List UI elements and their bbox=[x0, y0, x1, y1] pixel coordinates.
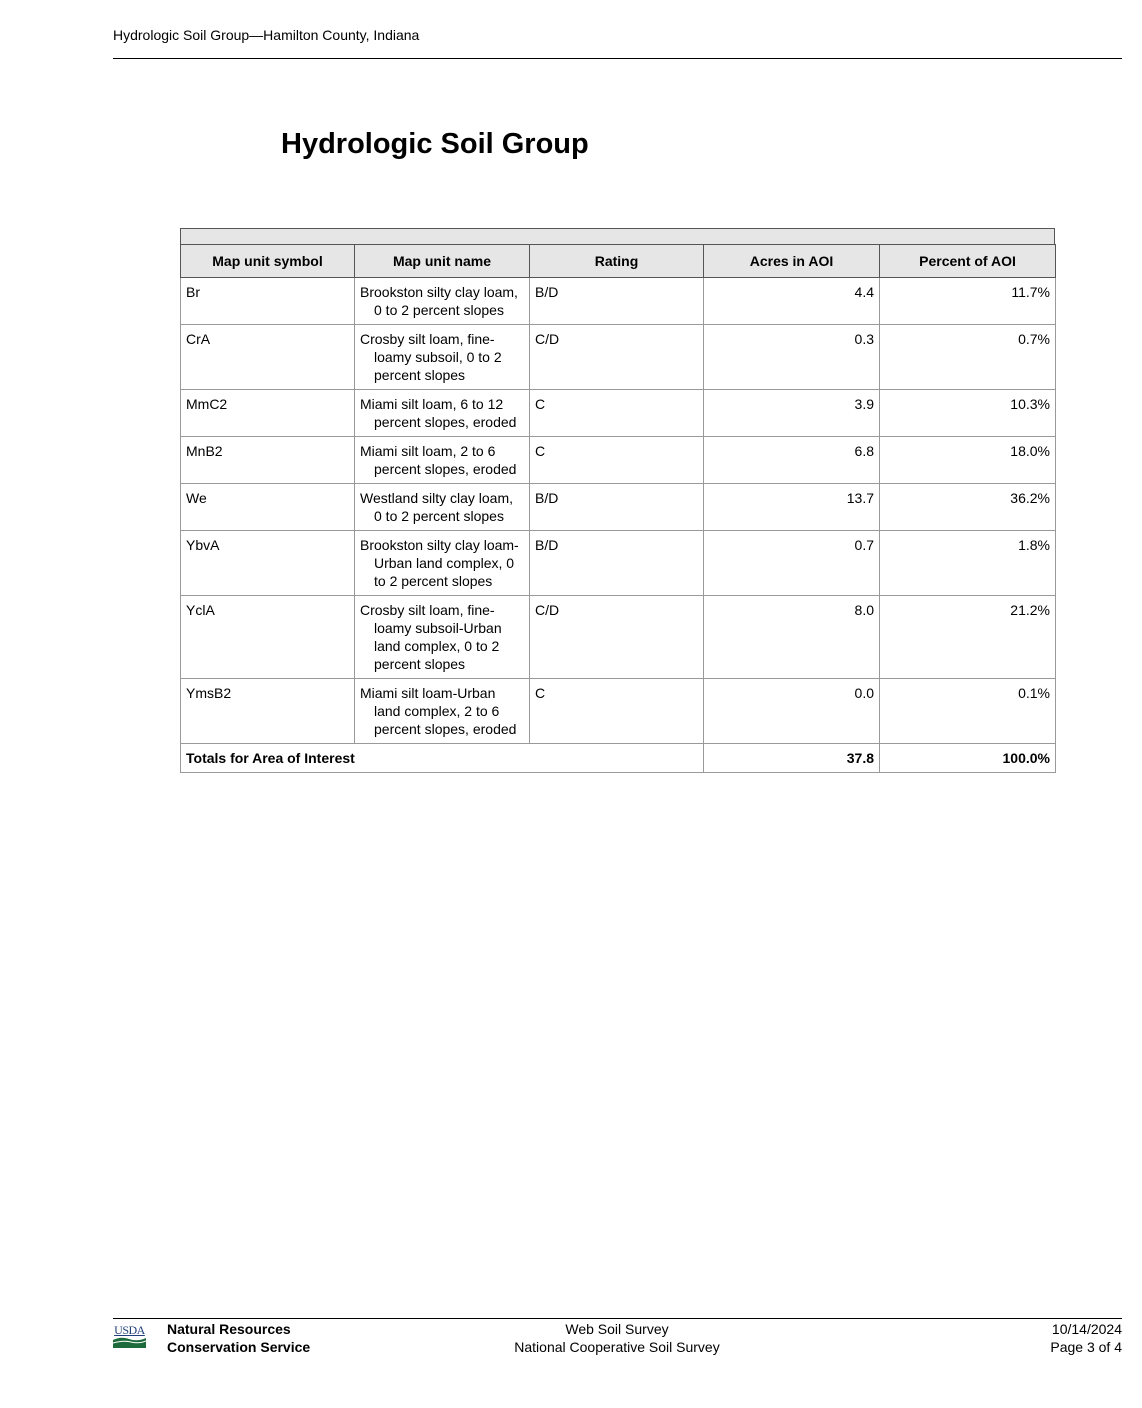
cell-symbol: Br bbox=[181, 278, 355, 325]
cell-rating: C bbox=[530, 679, 704, 744]
survey-line-1: Web Soil Survey bbox=[565, 1321, 669, 1337]
soil-table bbox=[180, 244, 1056, 773]
table-row bbox=[181, 437, 1056, 484]
table-row bbox=[181, 390, 1056, 437]
cell-percent: 36.2% bbox=[880, 484, 1056, 531]
cell-percent: 11.7% bbox=[880, 278, 1056, 325]
cell-name: Miami silt loam, 2 to 6 percent slopes, eroded bbox=[355, 437, 530, 484]
cell-symbol: MmC2 bbox=[181, 390, 355, 437]
header-rule bbox=[113, 58, 1122, 59]
cell-name: Brookston silty clay loam-Urban land complex, 0 to 2 percent slopes bbox=[355, 531, 530, 596]
cell-percent: 0.1% bbox=[880, 679, 1056, 744]
cell-name: Crosby silt loam, fine-loamy subsoil-Urban land complex, 0 to 2 percent slopes bbox=[355, 596, 530, 679]
usda-logo bbox=[113, 1324, 146, 1348]
cell-acres: 0.3 bbox=[704, 325, 880, 390]
cell-rating: B/D bbox=[530, 484, 704, 531]
cell-rating: C bbox=[530, 390, 704, 437]
page-number: Page 3 of 4 bbox=[1050, 1339, 1122, 1355]
usda-logo-text: USDA bbox=[114, 1323, 145, 1337]
table-top-bar bbox=[180, 228, 1055, 244]
cell-acres: 6.8 bbox=[704, 437, 880, 484]
totals-label: Totals for Area of Interest bbox=[181, 744, 704, 773]
table-row bbox=[181, 531, 1056, 596]
table-row bbox=[181, 278, 1056, 325]
cell-symbol: YmsB2 bbox=[181, 679, 355, 744]
agency-line-1: Natural Resources bbox=[167, 1321, 291, 1337]
column-header-acres: Acres in AOI bbox=[704, 245, 880, 278]
totals-acres: 37.8 bbox=[704, 744, 880, 773]
cell-rating: C bbox=[530, 437, 704, 484]
cell-symbol: YbvA bbox=[181, 531, 355, 596]
cell-acres: 13.7 bbox=[704, 484, 880, 531]
column-header-percent: Percent of AOI bbox=[880, 245, 1056, 278]
totals-row bbox=[181, 744, 1056, 773]
survey-name bbox=[514, 1320, 719, 1356]
cell-name: Miami silt loam-Urban land complex, 2 to 6 percent slopes, eroded bbox=[355, 679, 530, 744]
cell-percent: 1.8% bbox=[880, 531, 1056, 596]
page-info bbox=[1050, 1320, 1122, 1356]
column-header-symbol: Map unit symbol bbox=[181, 245, 355, 278]
cell-symbol: CrA bbox=[181, 325, 355, 390]
cell-symbol: YclA bbox=[181, 596, 355, 679]
column-header-name: Map unit name bbox=[355, 245, 530, 278]
cell-name: Crosby silt loam, fine-loamy subsoil, 0 to 2 percent slopes bbox=[355, 325, 530, 390]
table-row bbox=[181, 679, 1056, 744]
table-row bbox=[181, 325, 1056, 390]
cell-acres: 0.7 bbox=[704, 531, 880, 596]
usda-wave-icon bbox=[113, 1336, 146, 1348]
cell-name: Miami silt loam, 6 to 12 percent slopes, eroded bbox=[355, 390, 530, 437]
cell-rating: C/D bbox=[530, 596, 704, 679]
footer-rule bbox=[113, 1318, 1122, 1319]
cell-percent: 0.7% bbox=[880, 325, 1056, 390]
cell-percent: 18.0% bbox=[880, 437, 1056, 484]
cell-acres: 0.0 bbox=[704, 679, 880, 744]
cell-acres: 3.9 bbox=[704, 390, 880, 437]
totals-percent: 100.0% bbox=[880, 744, 1056, 773]
soil-table-container bbox=[180, 228, 1055, 773]
agency-name bbox=[167, 1320, 310, 1356]
survey-line-2: National Cooperative Soil Survey bbox=[514, 1339, 720, 1355]
cell-acres: 8.0 bbox=[704, 596, 880, 679]
page-title: Hydrologic Soil Group bbox=[281, 128, 589, 160]
cell-percent: 10.3% bbox=[880, 390, 1056, 437]
report-date: 10/14/2024 bbox=[1051, 1321, 1122, 1337]
cell-rating: B/D bbox=[530, 531, 704, 596]
cell-rating: C/D bbox=[530, 325, 704, 390]
cell-percent: 21.2% bbox=[880, 596, 1056, 679]
cell-symbol: MnB2 bbox=[181, 437, 355, 484]
cell-name: Westland silty clay loam, 0 to 2 percent slopes bbox=[355, 484, 530, 531]
cell-acres: 4.4 bbox=[704, 278, 880, 325]
agency-line-2: Conservation Service bbox=[167, 1339, 311, 1355]
table-row bbox=[181, 596, 1056, 679]
cell-rating: B/D bbox=[530, 278, 704, 325]
running-header: Hydrologic Soil Group—Hamilton County, Indiana bbox=[113, 27, 420, 43]
table-row bbox=[181, 484, 1056, 531]
column-header-rating: Rating bbox=[530, 245, 704, 278]
cell-symbol: We bbox=[181, 484, 355, 531]
table-header-row bbox=[181, 245, 1056, 278]
cell-name: Brookston silty clay loam, 0 to 2 percent slopes bbox=[355, 278, 530, 325]
